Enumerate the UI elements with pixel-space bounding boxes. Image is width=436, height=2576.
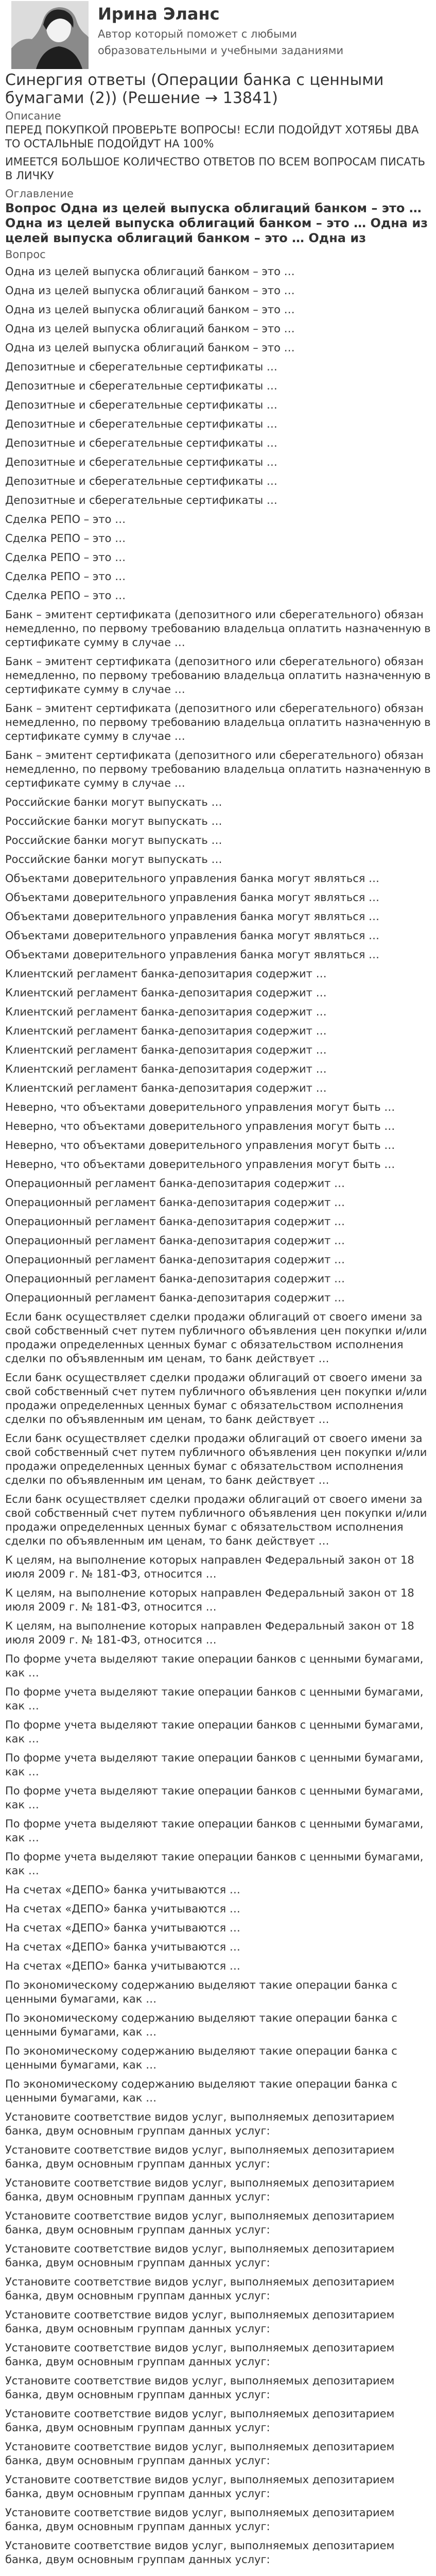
question-item: Установите соответствие видов услуг, выполняемых депозитарием банка, двум основным группам данных услуг: bbox=[5, 2111, 395, 2137]
question-item: Российские банки могут выпускать … bbox=[5, 834, 222, 846]
question-item: На счетах «ДЕПО» банка учитываются … bbox=[5, 1922, 240, 1934]
question-item: Депозитные и сберегательные сертификаты … bbox=[5, 399, 277, 411]
question-item: Установите соответствие видов услуг, выполняемых депозитарием банка, двум основным группам данных услуг: bbox=[5, 2408, 395, 2434]
question-item: На счетах «ДЕПО» банка учитываются … bbox=[5, 1941, 240, 1953]
question-item: Банк – эмитент сертификата (депозитного или сберегательного) обязан немедленно, по первому требованию владельца оплатить назначенную в сертификате сумму в случае … bbox=[5, 655, 431, 696]
question-item: Неверно, что объектами доверительного управления могут быть … bbox=[5, 1158, 395, 1171]
question-item: К целям, на выполнение которых направлен Федеральный закон от 18 июля 2009 г. № 181-ФЗ, относится … bbox=[5, 1620, 414, 1646]
question-item: На счетах «ДЕПО» банка учитываются … bbox=[5, 1884, 240, 1896]
question-item: Установите соответствие видов услуг, выполняемых депозитарием банка, двум основным группам данных услуг: bbox=[5, 2144, 395, 2170]
question-item: Установите соответствие видов услуг, выполняемых депозитарием банка, двум основным группам данных услуг: bbox=[5, 2441, 395, 2467]
question-item: Депозитные и сберегательные сертификаты … bbox=[5, 494, 277, 506]
question-item: Клиентский регламент банка-депозитария содержит … bbox=[5, 968, 327, 980]
question-item: На счетах «ДЕПО» банка учитываются … bbox=[5, 1960, 240, 1972]
question-item: Депозитные и сберегательные сертификаты … bbox=[5, 456, 277, 468]
question-item: Сделка РЕПО – это … bbox=[5, 532, 126, 545]
author-avatar[interactable] bbox=[11, 1, 89, 69]
question-item: По экономическому содержанию выделяют такие операции банка с ценными бумагами, как … bbox=[5, 1979, 397, 2005]
question-item: По форме учета выделяют такие операции банков с ценными бумагами, как … bbox=[5, 1851, 424, 1877]
question-item: Установите соответствие видов услуг, выполняемых депозитарием банка, двум основным группам данных услуг: bbox=[5, 2177, 395, 2203]
question-item: Одна из целей выпуска облигаций банком – это … bbox=[5, 265, 295, 278]
question-item: Операционный регламент банка-депозитария содержит … bbox=[5, 1215, 345, 1228]
question-item: По экономическому содержанию выделяют такие операции банка с ценными бумагами, как … bbox=[5, 2078, 397, 2104]
question-item: Операционный регламент банка-депозитария содержит … bbox=[5, 1253, 345, 1266]
question-item: Установите соответствие видов услуг, выполняемых депозитарием банка, двум основным группам данных услуг: bbox=[5, 2276, 395, 2302]
toc-label: Оглавление bbox=[5, 188, 74, 200]
question-item: Установите соответствие видов услуг, выполняемых депозитарием банка, двум основным группам данных услуг: bbox=[5, 2375, 395, 2401]
question-item: Установите соответствие видов услуг, выполняемых депозитарием банка, двум основным группам данных услуг: bbox=[5, 2210, 395, 2236]
question-item: Сделка РЕПО – это … bbox=[5, 589, 126, 602]
question-item: Установите соответствие видов услуг, выполняемых депозитарием банка, двум основным группам данных услуг: bbox=[5, 2342, 395, 2368]
question-item: Объектами доверительного управления банка могут являться … bbox=[5, 872, 380, 885]
question-item: Клиентский регламент банка-депозитария содержит … bbox=[5, 987, 327, 999]
question-item: Российские банки могут выпускать … bbox=[5, 815, 222, 827]
question-item: Сделка РЕПО – это … bbox=[5, 570, 126, 583]
author-name[interactable]: Ирина Эланс bbox=[98, 4, 220, 24]
question-item: По форме учета выделяют такие операции банков с ценными бумагами, как … bbox=[5, 1818, 424, 1844]
question-item: Депозитные и сберегательные сертификаты … bbox=[5, 361, 277, 373]
question-item: Клиентский регламент банка-депозитария содержит … bbox=[5, 1006, 327, 1018]
question-item: Банк – эмитент сертификата (депозитного или сберегательного) обязан немедленно, по первому требованию владельца оплатить назначенную в сертификате сумму в случае … bbox=[5, 608, 431, 649]
question-item: К целям, на выполнение которых направлен Федеральный закон от 18 июля 2009 г. № 181-ФЗ, относится … bbox=[5, 1587, 414, 1613]
question-item: Установите соответствие видов услуг, выполняемых депозитарием банка, двум основным группам данных услуг: bbox=[5, 2539, 395, 2566]
question-item: Депозитные и сберегательные сертификаты … bbox=[5, 475, 277, 487]
question-item: По форме учета выделяют такие операции банков с ценными бумагами, как … bbox=[5, 1653, 424, 1679]
question-list bbox=[5, 265, 431, 2567]
question-item: Операционный регламент банка-депозитария содержит … bbox=[5, 1177, 345, 1190]
question-item: По форме учета выделяют такие операции банков с ценными бумагами, как … bbox=[5, 1686, 424, 1712]
author-description: Автор который поможет с любыми образовательными и учебными заданиями bbox=[98, 28, 344, 57]
question-item: Неверно, что объектами доверительного управления могут быть … bbox=[5, 1101, 395, 1113]
question-item: Российские банки могут выпускать … bbox=[5, 796, 222, 808]
description-label: Описание bbox=[5, 110, 61, 122]
question-item: Установите соответствие видов услуг, выполняемых депозитарием банка, двум основным группам данных услуг: bbox=[5, 2506, 395, 2533]
author-header bbox=[5, 0, 431, 70]
question-item: По форме учета выделяют такие операции банков с ценными бумагами, как … bbox=[5, 1719, 424, 1745]
question-item: Сделка РЕПО – это … bbox=[5, 551, 126, 564]
question-item: Операционный регламент банка-депозитария содержит … bbox=[5, 1196, 345, 1209]
question-item: Депозитные и сберегательные сертификаты … bbox=[5, 380, 277, 392]
question-item: Если банк осуществляет сделки продажи облигаций от своего имени за свой собственный счет путем публичного объявления цен покупки и/или продажи определенных ценных бумаг с обязательством исполнения сделки по объявленным им ценам, то банк действует … bbox=[5, 1311, 427, 1365]
question-item: Операционный регламент банка-депозитария содержит … bbox=[5, 1292, 345, 1304]
question-item: Объектами доверительного управления банка могут являться … bbox=[5, 891, 380, 904]
question-item: Если банк осуществляет сделки продажи облигаций от своего имени за свой собственный счет путем публичного объявления цен покупки и/или продажи определенных ценных бумаг с обязательством исполнения сделки по объявленным им ценам, то банк действует … bbox=[5, 1371, 427, 1426]
question-item: По экономическому содержанию выделяют такие операции банка с ценными бумагами, как … bbox=[5, 2012, 397, 2038]
question-item: Одна из целей выпуска облигаций банком – это … bbox=[5, 303, 295, 316]
question-item: Операционный регламент банка-депозитария содержит … bbox=[5, 1273, 345, 1285]
question-item: Объектами доверительного управления банка могут являться … bbox=[5, 910, 380, 923]
question-item: Установите соответствие видов услуг, выполняемых депозитарием банка, двум основным группам данных услуг: bbox=[5, 2243, 395, 2269]
question-item: Объектами доверительного управления банка могут являться … bbox=[5, 929, 380, 942]
question-item: По форме учета выделяют такие операции банков с ценными бумагами, как … bbox=[5, 1785, 424, 1811]
page-title: Синергия ответы (Операции банка с ценными бумагами (2)) (Решение → 13841) bbox=[5, 71, 384, 107]
question-item: Сделка РЕПО – это … bbox=[5, 513, 126, 526]
description-line: ИМЕЕТСЯ БОЛЬШОЕ КОЛИЧЕСТВО ОТВЕТОВ ПО ВСЕМ ВОПРОСАМ ПИСАТЬ В ЛИЧКУ bbox=[5, 156, 425, 182]
question-item: Одна из целей выпуска облигаций банком – это … bbox=[5, 284, 295, 297]
question-item: К целям, на выполнение которых направлен Федеральный закон от 18 июля 2009 г. № 181-ФЗ, относится … bbox=[5, 1554, 414, 1580]
question-item: Клиентский регламент банка-депозитария содержит … bbox=[5, 1063, 327, 1075]
question-item: Установите соответствие видов услуг, выполняемых депозитарием банка, двум основным группам данных услуг: bbox=[5, 2473, 395, 2500]
question-item: Российские банки могут выпускать … bbox=[5, 853, 222, 866]
question-item: Клиентский регламент банка-депозитария содержит … bbox=[5, 1025, 327, 1037]
question-item: Операционный регламент банка-депозитария содержит … bbox=[5, 1234, 345, 1247]
question-item: На счетах «ДЕПО» банка учитываются … bbox=[5, 1903, 240, 1915]
question-item: Установите соответствие видов услуг, выполняемых депозитарием банка, двум основным группам данных услуг: bbox=[5, 2309, 395, 2335]
description-line: ПЕРЕД ПОКУПКОЙ ПРОВЕРЬТЕ ВОПРОСЫ! ЕСЛИ ПОДОЙДУТ ХОТЯБЫ ДВА ТО ОСТАЛЬНЫЕ ПОДОЙДУТ НА 100% bbox=[5, 124, 419, 150]
question-item: Объектами доверительного управления банка могут являться … bbox=[5, 948, 380, 961]
question-item: Неверно, что объектами доверительного управления могут быть … bbox=[5, 1120, 395, 1132]
question-item: Если банк осуществляет сделки продажи облигаций от своего имени за свой собственный счет путем публичного объявления цен покупки и/или продажи определенных ценных бумаг с обязательством исполнения сделки по объявленным им ценам, то банк действует … bbox=[5, 1432, 427, 1486]
question-item: По экономическому содержанию выделяют такие операции банка с ценными бумагами, как … bbox=[5, 2045, 397, 2071]
question-item: Неверно, что объектами доверительного управления могут быть … bbox=[5, 1139, 395, 1151]
avatar-photo-icon bbox=[11, 1, 89, 69]
question-item: Банк – эмитент сертификата (депозитного или сберегательного) обязан немедленно, по первому требованию владельца оплатить назначенную в сертификате сумму в случае … bbox=[5, 749, 431, 789]
question-item: Клиентский регламент банка-депозитария содержит … bbox=[5, 1044, 327, 1056]
question-item: Депозитные и сберегательные сертификаты … bbox=[5, 418, 277, 430]
question-item: Одна из целей выпуска облигаций банком – это … bbox=[5, 342, 295, 354]
toc-title: Вопрос Одна из целей выпуска облигаций банком – это … Одна из целей выпуска облигаций банком – это … Одна из целей выпуска облигаций банком – это … Одна из bbox=[5, 201, 428, 245]
question-label: Вопрос bbox=[5, 248, 46, 261]
question-item: Депозитные и сберегательные сертификаты … bbox=[5, 437, 277, 449]
question-item: Если банк осуществляет сделки продажи облигаций от своего имени за свой собственный счет путем публичного объявления цен покупки и/или продажи определенных ценных бумаг с обязательством исполнения сделки по объявленным им ценам, то банк действует … bbox=[5, 1493, 427, 1547]
question-item: Клиентский регламент банка-депозитария содержит … bbox=[5, 1082, 327, 1094]
description bbox=[5, 123, 431, 183]
question-item: Одна из целей выпуска облигаций банком – это … bbox=[5, 323, 295, 335]
question-item: Банк – эмитент сертификата (депозитного или сберегательного) обязан немедленно, по первому требованию владельца оплатить назначенную в сертификате сумму в случае … bbox=[5, 702, 431, 742]
question-item: По форме учета выделяют такие операции банков с ценными бумагами, как … bbox=[5, 1752, 424, 1778]
